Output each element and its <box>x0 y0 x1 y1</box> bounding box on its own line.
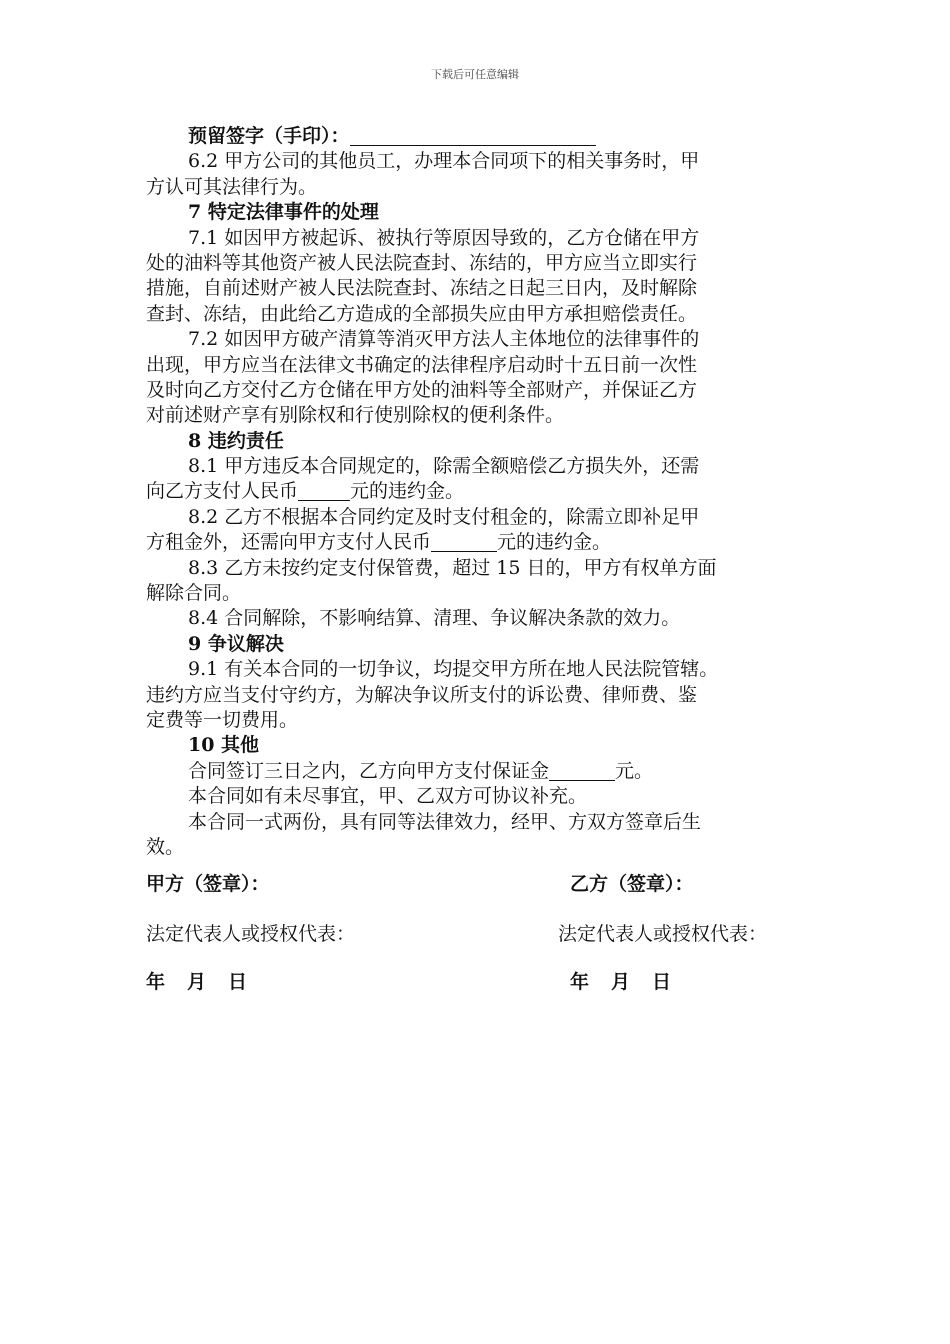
clause-7-2-line-3: 及时向乙方交付乙方仓储在甲方处的油料等全部财产，并保证乙方 <box>146 378 698 401</box>
clause-7-2-line-1: 7.2 如因甲方破产清算等消灭甲方法人主体地位的法律事件的 <box>188 328 700 351</box>
clause-8-2-text-before-blank: 方租金外，还需向甲方支付人民币 <box>146 531 432 554</box>
signature-blank[interactable] <box>350 127 596 146</box>
party-b-month-label: 月 <box>611 971 631 993</box>
penalty-amount-blank-a[interactable] <box>298 482 350 501</box>
supplement-clause: 本合同如有未尽事宜，甲、乙双方可协议补充。 <box>188 785 588 808</box>
clause-8-1-text-after-blank: 元的违约金。 <box>350 480 465 503</box>
party-a-year-label: 年 <box>146 971 166 993</box>
clause-9-1-line-3: 定费等一切费用。 <box>146 708 299 731</box>
clause-8-2-line-2 <box>146 530 806 555</box>
clause-6-2-line-2: 方认可其法律行为。 <box>146 175 318 198</box>
copies-clause-line-2: 效。 <box>146 835 185 858</box>
section-9-heading: 9 争议解决 <box>188 632 284 655</box>
section-10-heading: 10 其他 <box>188 734 260 757</box>
clause-8-3-line-1: 8.3 乙方未按约定支付保管费，超过 15 日的，甲方有权单方面 <box>188 556 717 579</box>
party-b-day-label: 日 <box>652 971 672 993</box>
section-7-heading: 7 特定法律事件的处理 <box>188 201 379 224</box>
clause-7-1-line-4: 查封、冻结，由此给乙方造成的全部损失应由甲方承担赔偿责任。 <box>146 302 698 325</box>
deposit-line <box>146 759 806 784</box>
deposit-amount-blank[interactable] <box>549 762 615 781</box>
party-a-day-label: 日 <box>228 971 248 993</box>
party-b-year-label: 年 <box>570 971 590 993</box>
clause-9-1-line-2: 违约方应当支付守约方，为解决争议所支付的诉讼费、律师费、鉴 <box>146 683 698 706</box>
clause-8-1-line-2 <box>146 479 806 504</box>
clause-8-2-text-after-blank: 元的违约金。 <box>497 531 612 554</box>
reserved-signature-label: 预留签字（手印）： <box>188 125 350 147</box>
clause-8-1-line-1: 8.1 甲方违反本合同规定的，除需全额赔偿乙方损失外，还需 <box>188 455 700 478</box>
party-a-month-label: 月 <box>187 971 207 993</box>
clause-8-3-line-2: 解除合同。 <box>146 582 242 605</box>
deposit-text-before-blank: 合同签订三日之内，乙方向甲方支付保证金 <box>188 759 550 782</box>
clause-7-1-line-2: 处的油料等其他资产被人民法院查封、冻结的，甲方应当立即实行 <box>146 251 698 274</box>
penalty-amount-blank-b[interactable] <box>431 533 497 552</box>
party-a-signature-label: 甲方（签章）： <box>146 873 270 895</box>
party-b-date <box>570 970 671 995</box>
party-b-representative-label: 法定代表人或授权代表： <box>558 923 768 945</box>
deposit-text-after-blank: 元。 <box>615 759 654 782</box>
clause-7-1-line-1: 7.1 如因甲方被起诉、被执行等原因导致的，乙方仓储在甲方 <box>188 226 700 249</box>
party-a-date <box>146 970 247 995</box>
reserved-signature-line <box>146 124 806 149</box>
clause-8-2-line-1: 8.2 乙方不根据本合同约定及时支付租金的，除需立即补足甲 <box>188 505 700 528</box>
clause-7-2-line-2: 出现，甲方应当在法律文书确定的法律程序启动时十五日前一次性 <box>146 353 698 376</box>
page-header-note: 下载后可任意编辑 <box>431 68 519 81</box>
clause-8-4: 8.4 合同解除，不影响结算、清理、争议解决条款的效力。 <box>188 607 681 630</box>
party-b-signature-label: 乙方（签章）： <box>570 873 694 895</box>
clause-9-1-line-1: 9.1 有关本合同的一切争议，均提交甲方所在地人民法院管辖。 <box>188 658 719 681</box>
section-8-heading: 8 违约责任 <box>188 429 284 452</box>
clause-6-2-line-1: 6.2 甲方公司的其他员工，办理本合同项下的相关事务时，甲 <box>188 150 700 173</box>
party-a-representative-label: 法定代表人或授权代表： <box>146 923 356 945</box>
clause-7-1-line-3: 措施，自前述财产被人民法院查封、冻结之日起三日内，及时解除 <box>146 277 698 300</box>
copies-clause-line-1: 本合同一式两份，具有同等法律效力，经甲、方双方签章后生 <box>188 810 702 833</box>
clause-8-1-text-before-blank: 向乙方支付人民币 <box>146 480 299 503</box>
contract-body <box>146 124 806 860</box>
clause-7-2-line-4: 对前述财产享有别除权和行使别除权的便利条件。 <box>146 404 565 427</box>
